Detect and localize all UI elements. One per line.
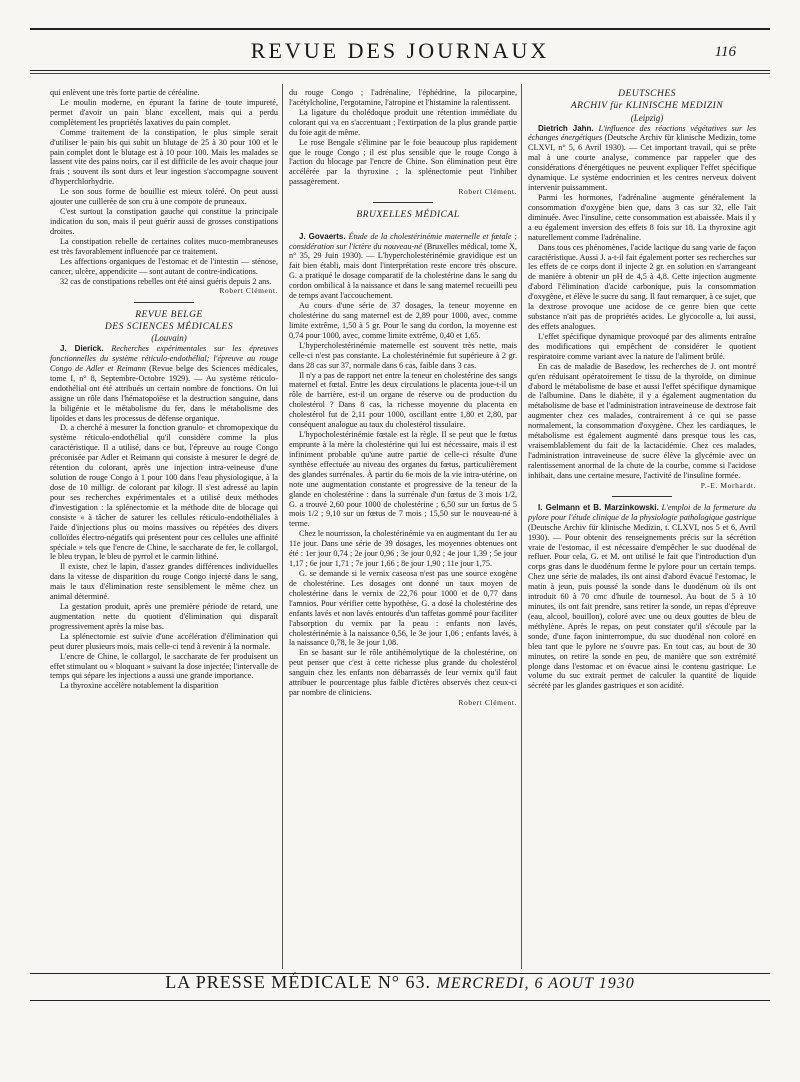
spacer	[289, 222, 517, 232]
section-title: BRUXELLES MÉDICAL	[356, 210, 460, 221]
article-reference: (Bruxelles médical, tome X, n° 35, 29 Juin 1930). — L'hypercholestérinémie gravidique est un fait bien établi, mais dont l'interprétation reste encore très obscure. G. a pratiqué le dosage comparatif de la cholestérine dans le sang du cordon ombilical à la naissance et dans le sang maternel recueilli peu de temps avant l'accouchement.	[289, 241, 517, 301]
paragraph: Chez le nourrisson, la cholestérinémie va en augmentant du 1er au 11e jour. Dans une série de 39 dosages, les moyennes obtenues ont été : 1er jour 0,74 ; 2e jour 0,96 ; 3e jour 0,92 ; 4e jour 1,39 ; 5e jour 1,17 ; 6e jour 1,71 ; 7e jour 1,66 ; 8e jour 1,90 ; 11e jour 1,75.	[289, 529, 517, 569]
paragraph: Les affections organiques de l'estomac et de l'intestin — sténose, cancer, ulcère, appendicite — sont autant de contre-indications.	[50, 256, 278, 276]
paragraph: 32 cas de constipations rebelles ont été ainsi guéris depuis 2 ans.	[60, 276, 272, 286]
paragraph: L'hypercholestérinémie maternelle est souvent très nette, mais celle-ci n'est pas constante. La cholestérinémie fut supérieure à 2 gr. dans 28 cas sur 37, normale dans 6 cas, faible dans 3 cas.	[289, 340, 517, 370]
journal-name: LA PRESSE MÉDICALE	[165, 972, 373, 992]
paragraph: Il n'y a pas de rapport net entre la teneur en cholestérine des sangs maternel et fœtal. Entre les deux circulations le placenta joue-t-il un rôle de barrière, est-il un organe de réserve ou de production du cholestérol ? Dans 8 cas, la richesse moyenne du placenta en cholestérol fut de 2,11 pour 1000, oscillant entre 1,80 et 2,80, par conséquent analogue au taux du cholestérol tissulaire.	[289, 370, 517, 430]
article-abstract	[289, 232, 517, 301]
paragraph: Comme traitement de la constipation, le plus simple serait d'utiliser le pain bis qui subit un blutage de 25 à 30 pour 100 et le pain complet dont le blutage est à 10 pour 100. Mais les malades se lassent vite des pains noirs, car il est difficile de les avoir chaque jour frais ; souvent ils sont durs et leur ingestion s'accompagne souvent d'hyperchlorhydrie.	[50, 127, 278, 187]
article-title: L'influence des réactions végétatives sur les échanges énergétiques	[528, 123, 756, 143]
column-middle	[289, 88, 517, 707]
paragraph: L'effet spécifique dynamique provoqué par des aliments entraîne des modifications qui empêchent de considérer le quotient respiratoire comme variant avec la nature de l'aliment brûlé.	[528, 331, 756, 361]
column-right	[528, 88, 756, 691]
article-author: I. Gelmann et B. Marzinkowski.	[538, 502, 659, 512]
section-city: (Leipzig)	[630, 112, 664, 123]
paragraph: Au cours d'une série de 37 dosages, la teneur moyenne en cholestérine du sang maternel est de 2,89 pour 1000, avec, comme limite extrême, 1,50 à 5 gr. Pour le sang du cordon, la moyenne est 0,74 pour 1000, avec, comme limite extrême, 0,40 et 1,65.	[289, 301, 517, 340]
page-title: REVUE DES JOURNAUX	[250, 38, 550, 63]
article-reference: (Revue belge des Sciences médicales, tome I, n° 8, Septembre-Octobre 1929). — Au système réticulo-endothélial ont été attribués un certain nombre de fonctions. On lui assigne un rôle dans l'hématopoïèse et la destruction sanguine, dans la biligénie et le métabolisme du fer, dans le métabolisme des lipoïdes et dans les processus de défense organique.	[50, 363, 278, 423]
footer-rule-bottom	[30, 1000, 770, 1001]
paragraph: D. a cherché à mesurer la fonction granulo- et chromopexique du système réticulo-endothélial qu'il considère comme la plus caractéristique. Il a utilisé, dans ce but, l'épreuve au rouge Congo préconisée par Adler et Reimann qui consiste à mesurer le degré de rétention du colorant, après une injection intra-veineuse d'une solution de rouge Congo à 1 pour 100 dans l'eau physiologique, à la dose de 10 milligr. de colorant par kilogr. Il s'est adressé au lapin pour ses recherches expérimentales et a utilisé deux méthodes d'investigation : la splénectomie et la méthode dite de blocage qui consiste « à tâcher de saturer les cellules réticulo-endothéliales à l'aide d'injections plus ou moins massives ou répétées des divers colloïdes électro-négatifs qui présentent pour ces cellules une affinité spéciale » tels que l'encre de Chine, le saccharate de fer, le collargol, le bleu trypan, le bleu de pyrrol et le carmin lithiné.	[50, 423, 278, 562]
paragraph: En se basant sur le rôle antihémolytique de la cholestérine, on peut penser que c'est à cette richesse plus grande du cholestérol sanguin chez les enfants non débarrassés de leur vernix qu'il faut attribuer le pourcentage plus faible d'ictères observés chez ceux-ci par nombre de cliniciens.	[289, 648, 517, 698]
article-abstract	[528, 124, 756, 193]
paragraph: La ligature du cholédoque produit une rétention immédiate du colorant qui va en s'accentuant ; l'extirpation de la plus grande partie du foie agit de même.	[289, 107, 517, 137]
paragraph: Parmi les hormones, l'adrénaline augmente généralement la consommation d'oxygène bien que, dans 3 cas sur 32, elle l'ait diminuée. Avec l'insuline, cette consommation est abaissée. Mais il y a eu également inversion des effets 8 fois sur 18. La thyroxine agit naturellement comme l'adrénaline.	[528, 193, 756, 242]
paragraph: La splénectomie est suivie d'une accélération d'élimination qui peut durer plusieurs mois, mais celle-ci tend à revenir à la normale.	[50, 631, 278, 651]
section-title: DES SCIENCES MÉDICALES	[104, 321, 234, 332]
paragraph: La gestation produit, après une première période de retard, une augmentation nette du quotient d'élimination qui disparaît progressivement après la mise bas.	[50, 602, 278, 631]
paragraph: du rouge Congo ; l'adrénaline, l'éphédrine, la pilocarpine, l'acétylcholine, l'ergotamine, l'atropine et l'histamine la ralentissent.	[289, 88, 517, 107]
article-reference: (Deutsche Archiv für klinische Medizin, t. CLXVI, nos 5 et 6, Avril 1930). — Pour obtenir des renseignements précis sur la sécrétion vraie de l'estomac, il est nécessaire d'empêcher le suc duodénal de refluer. Pour cela, G. et M. ont utilisé le fait que l'introduction d'un corps gras dans le duodénum ferme le pylore pour un certain temps. Chez une série de malades, ils ont ainsi d'abord évacué l'estomac, le matin à jeun, puis poussé la sonde dans le duodénum où ils ont introduit 60 à 70 cmc d'huile de tournesol. Au bout de 5 à 10 minutes, ils ont fait prendre, sans retirer la sonde, un repas d'épreuve (eau, alcool, bouillon), coloré avec une ou deux gouttes de bleu de méthylène. Après le repas, on peut constater qu'il s'écoule par la sonde, d'une façon ininterrompue, du suc duodénal non coloré en bleu tant que le pylore ne s'ouvre pas. En tout cas, au bout de 30 minutes, on retire la sonde en peu, de manière que son extrémité plonge dans l'estomac et on évacue ainsi le contenu gastrique. Le volume du suc extrait permet de calculer la quantité de liquide sécrété par les glandes gastriques et son acidité.	[528, 522, 756, 691]
article-title: Recherches expérimentales sur les épreuves fonctionnelles du système réticulo-endothélial; l'épreuve au rouge Congo de Adler et Reimann	[50, 344, 278, 373]
article-author: J. Dierick.	[60, 344, 104, 354]
article-author: J. Govaerts.	[299, 231, 346, 241]
issue-date: MERCREDI, 6 AOUT 1930	[436, 975, 635, 992]
article-author: Dietrich Jahn.	[538, 123, 594, 133]
paragraph: Le son sous forme de bouillie est mieux toléré. On peut aussi ajouter une cuillerée de son cru à une compote de pruneaux.	[50, 187, 278, 207]
header-top-rule	[30, 28, 770, 30]
author-signature: P.-E. Morhardt.	[700, 480, 756, 490]
header-rule	[30, 70, 770, 71]
column-divider	[282, 84, 283, 969]
paragraph: C'est surtout la constipation gauche qui constitue la principale indication du son, mais il peut guérir aussi de grosses constipations droites.	[50, 207, 278, 236]
column-left	[50, 88, 278, 691]
author-signature: Robert Clément.	[458, 187, 517, 197]
paragraph: La thyroxine accélère notablement la disparition	[60, 681, 219, 691]
article-reference: (Deutsche Archiv für klinische Medizin, tome CLXVI, n° 5, 6 Avril 1930). — Cet important travail, qui se prête mal à une courte analyse, commence par rappeler que des considérations d'énergétiques ne peuvent expliquer l'effet spécifique dynamique. Le système endocrinien et les centres nerveux doivent intervenir puissamment.	[528, 133, 756, 193]
section-title: DEUTSCHES	[618, 89, 676, 99]
section-title: ARCHIV für KLINISCHE MEDIZIN	[570, 101, 724, 112]
article-abstract	[528, 503, 756, 692]
paragraph: L'hypocholestérinémie fœtale est la règle. Il se peut que le fœtus emprunte à la mère la cholestérine qui lui est nécessaire, mais il est infiniment probable qu'une autre partie de celle-ci résulte d'une synthèse effectuée au niveau des organes du fœtus, particulièrement des glandes surrénales. À partir du 6e mois de la vie intra-utérine, on note une augmentation constante et progressive de la teneur de la glande en cholestérine : dans la surrénale d'un fœtus de 3 mois 1/2, G. a trouvé 2,60 pour 1000 de cholestérine ; 6,50 sur un fœtus de 5 mois 1/2 ; 9,10 sur un fœtus de 7 mois ; 15,50 sur le nouveau-né à terme.	[289, 430, 517, 529]
paragraph: En cas de maladie de Basedow, les recherches de J. ont montré qu'en réduisant opératoirement le tissu de la thyroïde, on diminue d'abord le métabolisme de base et aussi l'effet spécifique dynamique de l'albumine. Dans le diabète, il y a également augmentation du métabolisme de base et l'administration intraveineuse de dextrose fait augmenter chez ces malades, contrairement à ce qui se passe normalement, la consommation d'oxygène. Chez les cardiaques, le métabolisme est également augmenté dans presque tous les cas, vraisemblablement du fait de la lactacidémie. Chez ces malades, l'administration intraveineuse de sucre élève la glycémie avec un ralentissement anormal de la chute de la courbe, comme si l'acidose inhibait, dans une certaine mesure, l'activité de l'insuline formée.	[528, 361, 756, 480]
issue-number: N° 63.	[377, 972, 432, 992]
header-rule-thin	[30, 73, 770, 74]
author-signature: Robert Clément.	[219, 286, 278, 296]
section-rule	[373, 202, 433, 203]
paragraph: L'encre de Chine, le collargol, le saccharate de fer produisent un effet stimulant ou « bloquant » suivant la dose injectée; l'intervalle de temps qui sépare les injections a aussi une grande importance.	[50, 651, 278, 681]
section-rule	[612, 496, 672, 497]
paragraph: Le rose Bengale s'élimine par le foie beaucoup plus rapidement que le rouge Congo ; il est plus sensible que le rouge Congo à l'action du blocage par l'encre de Chine. Son élimination peut être accélérée par la thyroxine ; la splénectomie peut l'inhiber passagèrement.	[289, 137, 517, 187]
section-rule	[134, 302, 194, 303]
paragraph: Il existe, chez le lapin, d'assez grandes différences individuelles dans la vitesse de disparition du rouge Congo injecté dans le sang, mais le taux d'élimination reste sensiblement le même chez un animal déterminé.	[50, 562, 278, 602]
author-signature: Robert Clément.	[458, 697, 517, 707]
paragraph: qui enlèvent une très forte partie de céréaline.	[50, 88, 200, 97]
article-title: Étude de la cholestérinémie maternelle et fœtale ; considération sur l'ictère du nouveau-né	[289, 231, 517, 251]
article-title: L'emploi de la fermeture du pylore pour l'étude clinique de la physiologie pathologique gastrique	[528, 502, 756, 522]
section-city: (Louvain)	[151, 333, 187, 344]
page-number: 116	[714, 44, 736, 60]
article-abstract	[50, 344, 278, 423]
section-title: REVUE BELGE	[135, 309, 203, 320]
paragraph: Le moulin moderne, en épurant la farine de toute impureté, permet d'avoir un pain blanc excellent, mais qui a perdu complètement les propriétés laxatives du pain complet.	[50, 97, 278, 127]
paragraph: G. se demande si le vernix caseosa n'est pas une source exogène de cholestérine. Les dosages ont donné un taux moyen de cholestérine dans le vernix de 22,76 pour 1000 et de 0,77 dans l'amnios. Pour vérifier cette hypothèse, G. a dosé la cholestérine des enfants lavés et non lavés entourés d'un taffetas gommé pour faciliter l'absorption du vernix par la peau : enfants non lavés, cholestérinémie à la naissance 0,56, le 3e jour 1,06 ; enfants lavés, à la naissance 0,78, le 3e jour 1,08.	[289, 568, 517, 648]
paragraph: La constipation rebelle de certaines colites muco-membraneuses est très favorablement influencée par ce traitement.	[50, 236, 278, 256]
paragraph: Dans tous ces phénomènes, l'acide lactique du sang varie de façon caractéristique. Aussi J. a-t-il fait également porter ses recherches sur les effets de ce corps dont il injecte 2 gr. en solution en s'arrangeant de manière à obtenir un pH de 4,5 à 4,8. Cette injection augmente d'abord l'élimination d'acide carbonique, puis la consommation d'oxygène, et élève le sucre du sang. Il faut remarquer, à ce sujet, que la dextrose provoque une acidose de ce genre bien que cette substance n'ait pas de propriétés acides. Le glycocolle a, lui aussi, des effets analogues.	[528, 242, 756, 331]
column-divider	[521, 84, 522, 969]
footer	[0, 972, 800, 993]
